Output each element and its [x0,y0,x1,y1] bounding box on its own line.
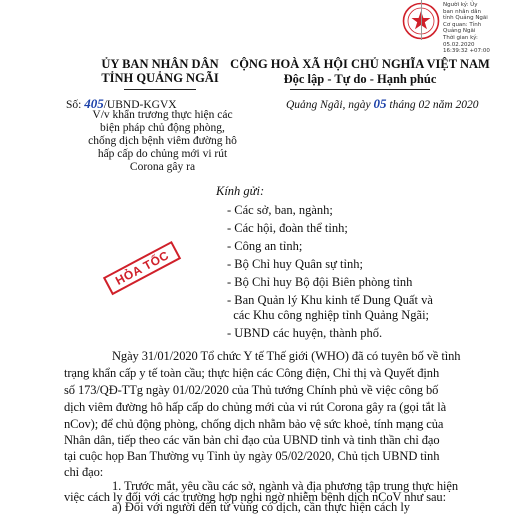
national-motto: Độc lập - Tự do - Hạnh phúc [283,72,437,86]
body-line: tại cuộc họp Ban Thường vụ Tỉnh ủy ngày 05/02/2020, Chủ tịch UBND tỉnh [64,449,440,463]
digital-signature-info [443,2,518,55]
recipient-item: - Các sở, ban, ngành; [227,203,333,217]
signature-line: ban nhân dân [443,8,482,15]
recipients-label: Kính gửi: [216,184,265,198]
national-title: CỘNG HOÀ XÃ HỘI CHỦ NGHĨA VIỆT NAM [230,57,490,71]
subject-line: chống dịch bệnh viêm đường hô [88,135,237,147]
recipient-item: - UBND các huyện, thành phố. [227,326,383,340]
document-number-prefix: Số: [66,99,82,111]
date-suffix: tháng 02 năm 2020 [386,99,479,111]
body-line: số 173/QĐ-TTg ngày 01/02/2020 của Thủ tướng Chính phủ về việc công bố [64,383,439,397]
recipient-item: các Khu công nghiệp tỉnh Quảng Ngãi; [227,308,430,322]
signature-line: Người ký: Ủy [443,2,478,8]
body-line-cutoff: a) Đối với người đến từ vùng có dịch, cần thực hiện cách ly [112,500,411,514]
issuing-org-line1: ỦY BAN NHÂN DÂN [101,57,219,71]
body-line: dịch viêm đường hô hấp cấp do chủng mới của vi rút Corona gây ra (gọi tắt là [64,400,447,414]
subject-line: Corona gây ra [129,161,196,173]
date-prefix: Quảng Ngãi, ngày [286,99,374,111]
recipient-item: - Các hội, đoàn thể tỉnh; [227,221,348,235]
subject-line: V/v khẩn trương thực hiện các [92,109,233,121]
signature-line: Quảng Ngãi [443,28,476,35]
signature-line: tỉnh Quảng Ngãi [443,15,488,22]
issuing-org-line2: TỈNH QUẢNG NGÃI [101,71,219,85]
document-date [286,96,479,112]
signature-divider [421,0,422,40]
body-line: chỉ đạo: [64,465,104,479]
recipient-item: - Công an tỉnh; [227,239,303,253]
header-underline-right [290,89,430,90]
recipient-item: - Bộ Chỉ huy Quân sự tỉnh; [227,257,363,271]
recipient-item: - Ban Quản lý Khu kinh tế Dung Quất và [227,293,433,307]
recipient-item: - Bộ Chỉ huy Bộ đội Biên phòng tỉnh [227,275,413,289]
body-line: Nhân dân, tiếp theo các văn bản chỉ đạo của UBND tỉnh và tinh thần chỉ đạo [64,433,440,447]
subject-line: hấp cấp do chủng mới vi rút [97,148,228,160]
document-number-suffix: /UBND-KGVX [103,99,177,111]
subject-line: biện pháp chủ động phòng, [100,122,225,134]
body-line: trạng khẩn cấp y tế toàn cầu; thực hiện các Công điện, Chỉ thị và Quyết định [64,366,440,380]
signature-line: Cơ quan: Tỉnh [443,21,482,28]
header-underline-left [124,89,196,90]
signature-line: 05.02.2020 [443,41,475,48]
signature-line: 16:39:32 +07:00 [443,48,490,55]
signature-line: Thời gian ký: [443,34,478,41]
document-number-handwritten: 405 [84,96,104,111]
body-line: Ngày 31/01/2020 Tổ chức Y tế Thế giới (WHO) đã có tuyên bố về tình [112,349,461,363]
body-line: việc cách ly đối với các trường hợp nghi ngờ nhiễm bệnh dịch nCoV như sau: [64,490,446,504]
body-line: 1. Trước mắt, yêu cầu các sở, ngành và địa phương tập trung thực hiện [112,479,459,493]
date-day-handwritten: 05 [373,96,387,111]
urgent-stamp: HỎA TỐC [103,241,182,295]
body-line: nCov); để chủ động phòng, chống dịch nhằm bảo vệ sức khoẻ, tính mạng của [64,417,444,431]
